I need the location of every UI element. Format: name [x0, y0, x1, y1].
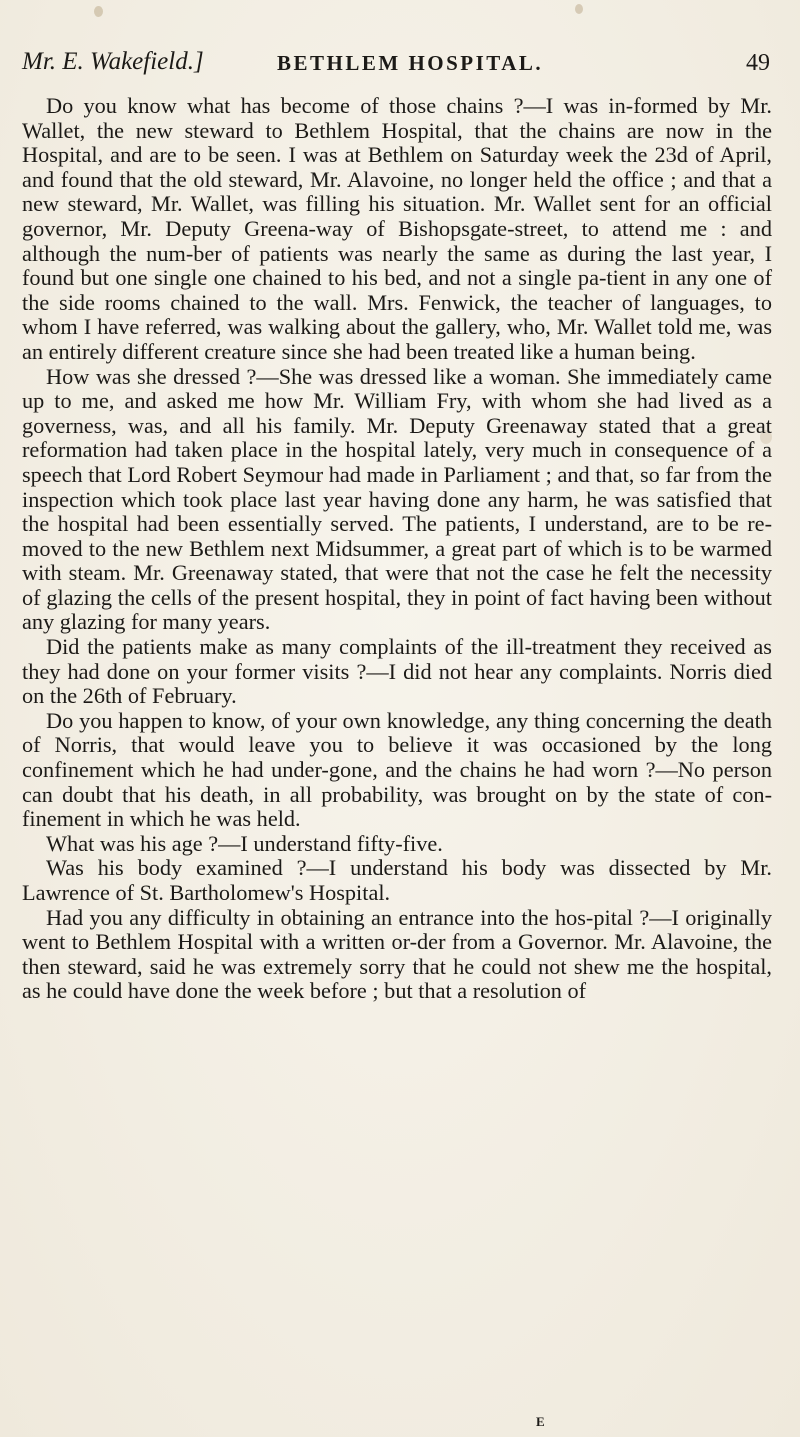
- paragraph-death-of-norris: Do you happen to know, of your own knowledge, any thing concerning the death of Norris, that would leave you to believe it was occasioned by the long confinement which he had under-gone, and the chains he had worn ?—No person can doubt that his death, in all probability, was brought on by the state of con-finement in which he was held.: [22, 707, 772, 832]
- paragraph-body-examined: Was his body examined ?—I understand his body was dissected by Mr. Lawrence of St. Bartholomew's Hospital.: [22, 855, 772, 905]
- body-text: [22, 94, 772, 1004]
- paper-stain: [575, 4, 583, 14]
- paragraph-dressed: How was she dressed ?—She was dressed like a woman. She immediately came up to me, and asked me how Mr. William Fry, with whom she had lived as a governess, was, and all his family. Mr. Deputy Greenaway stated that a great reformation had taken place in the hospital lately, very much in consequence of a speech that Lord Robert Seymour had made in Parliament ; and that, so far from the inspection which took place last year having done any harm, he was satisfied that the hospital had been essentially served. The patients, I understand, are to be re-moved to the new Bethlem next Midsummer, a great part of which is to be warmed with steam. Mr. Greenaway stated, that were that not the case he felt the necessity of glazing the cells of the present hospital, they in point of fact having been without any glazing for many years.: [22, 363, 772, 635]
- paper-stain: [94, 6, 103, 17]
- paragraph-chains: Do you know what has become of those chains ?—I was in-formed by Mr. Wallet, the new steward to Bethlem Hospital, that the chains are now in the Hospital, and are to be seen. I was at Bethlem on Saturday week the 23d of April, and found that the old steward, Mr. Alavoine, no longer held the office ; and that a new steward, Mr. Wallet, was filling his situation. Mr. Wallet sent for an official governor, Mr. Deputy Greena-way of Bishopsgate-street, to attend me : and although the num-ber of patients was nearly the same as during the last year, I found but one single one chained to his bed, and not a single pa-tient in any one of the side rooms chained to the wall. Mrs. Fenwick, the teacher of languages, to whom I have referred, was walking about the gallery, who, Mr. Wallet told me, was an entirely different creature since she had been treated like a human being.: [22, 93, 772, 364]
- paragraph-entrance: Had you any difficulty in obtaining an entrance into the hos-pital ?—I originally went to Bethlem Hospital with a written or-der from a Governor. Mr. Alavoine, the then steward, said he was extremely sorry that he could not shew me the hospital, as he could have done the week before ; but that a resolution of: [22, 904, 772, 1004]
- paragraph-age: What was his age ?—I understand fifty-five.: [46, 830, 443, 856]
- signature-mark: E: [536, 1414, 546, 1429]
- header-title: BETHLEM HOSPITAL.: [277, 51, 544, 75]
- paragraph-complaints: Did the patients make as many complaints of the ill-treatment they received as they had done on your former visits ?—I did not hear any complaints. Norris died on the 26th of February.: [22, 634, 772, 709]
- header-author: Mr. E. Wakefield.]: [22, 48, 204, 75]
- running-header: [22, 48, 770, 88]
- page-number: 49: [746, 50, 770, 76]
